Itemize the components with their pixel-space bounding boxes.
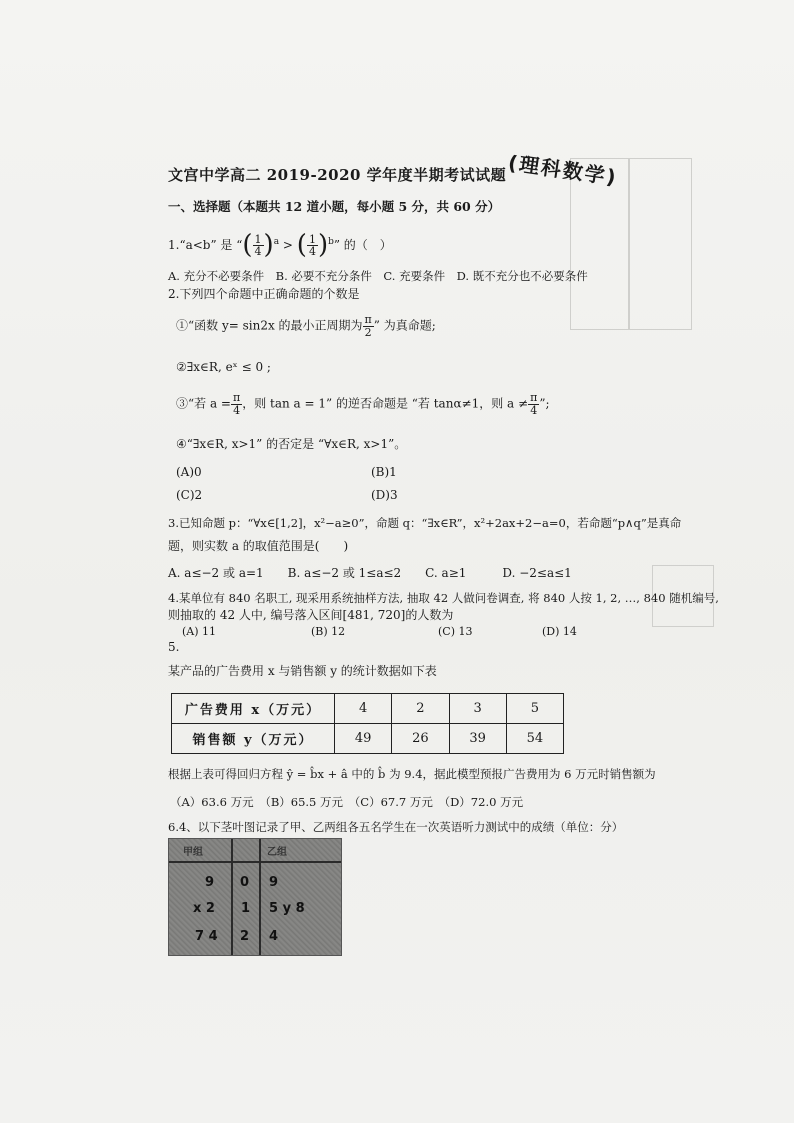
q1-greater-than: > (282, 238, 293, 253)
q1-exponent-b: b (328, 237, 334, 248)
table-row-header: 广告费用 x（万元） (172, 694, 335, 724)
q2-p3-middle: ，则 tan a = 1” 的逆否命题是 “若 tanα≠1，则 a ≠ (242, 396, 529, 411)
table-cell: 39 (449, 724, 506, 754)
fraction-denominator: 4 (254, 245, 262, 259)
stem-value: 1 (241, 901, 251, 916)
q4-option-d: (D) 14 (542, 625, 577, 638)
q2-option-b: (B)1 (371, 465, 397, 479)
exam-title: 文宫中学高二 2019-2020 学年度半期考试试题 (168, 166, 507, 184)
q1-prefix: 1.“a<b” 是 “ (168, 238, 243, 253)
table-row (172, 694, 564, 724)
table-cell: 54 (506, 724, 563, 754)
table-row-header: 销售额 y（万元） (172, 724, 335, 754)
question-5-number: 5. (168, 640, 180, 654)
q2-p1-suffix: ” 为真命题; (373, 318, 436, 333)
q1-exponent-a: a (273, 237, 280, 248)
q3-options: A. a≤−2 或 a=1 B. a≤−2 或 1≤a≤2 C. a≥1 D. −2≤a≤1 (168, 566, 572, 580)
question-6-text: 6.4、以下茎叶图记录了甲、乙两组各五名学生在一次英语听力测试中的成绩（单位：分） (168, 820, 624, 834)
q2-p1-fraction (363, 314, 374, 338)
leaf-right: 4 (269, 929, 279, 944)
q2-proposition-3 (176, 392, 550, 416)
stem-head-right: 乙组 (267, 847, 287, 858)
q1-fraction-a (253, 234, 264, 258)
fraction-numerator: π (364, 313, 372, 326)
leaf-left: x 2 (193, 901, 215, 916)
stem-value: 0 (240, 875, 250, 890)
table-cell: 26 (392, 724, 449, 754)
q2-proposition-4: ④“∃x∈R, x>1” 的否定是 “∀x∈R, x>1”。 (176, 437, 407, 451)
q4-option-b: (B) 12 (311, 625, 346, 638)
q2-p1-prefix: ①“函数 y= sin2x 的最小正周期为 (176, 318, 363, 333)
stem-value: 2 (240, 929, 250, 944)
fraction-denominator: 4 (308, 245, 316, 259)
question-4-line-2: 则抽取的 42 人中, 编号落入区间[481, 720]的人数为 (168, 608, 454, 622)
fraction-denominator: 4 (233, 403, 241, 417)
ad-sales-table (171, 693, 564, 754)
paren-open: ( (242, 230, 253, 260)
leaf-right: 5 y 8 (269, 901, 305, 916)
stem-divider-right (259, 839, 261, 955)
q2-p3-suffix: ”; (539, 396, 550, 411)
fraction-numerator: π (530, 391, 538, 404)
question-4-line-1: 4.某单位有 840 名职工, 现采用系统抽样方法, 抽取 42 人做问卷调查, 将 840 人按 1, 2, …, 840 随机编号, (168, 591, 719, 605)
q2-option-a: (A)0 (176, 465, 202, 479)
q1-fraction-b (307, 234, 318, 258)
leaf-right: 9 (269, 875, 279, 890)
stem-divider-left (231, 839, 233, 955)
leaf-left: 9 (205, 875, 215, 890)
fraction-numerator: 1 (308, 232, 316, 246)
q2-proposition-1 (176, 314, 436, 338)
fraction-denominator: 4 (530, 403, 538, 417)
q4-option-c: (C) 13 (438, 625, 473, 638)
q5-options: （A）63.6 万元 （B）65.5 万元 （C）67.7 万元 （D）72.0 万元 (170, 795, 524, 809)
stem-header-rule (169, 861, 341, 863)
question-3-line-1: 3.已知命题 p：“∀x∈[1,2]，x²−a≥0”，命题 q：“∃x∈R”，x²+2ax+2−a=0，若命题“p∧q”是真命 (168, 516, 682, 530)
stem-head-left: 甲组 (183, 847, 203, 858)
section-heading: 一、选择题（本题共 12 道小题，每小题 5 分，共 60 分） (168, 199, 501, 214)
q2-option-d: (D)3 (371, 488, 398, 502)
q2-p3-fraction-b (528, 392, 539, 416)
table-cell: 2 (392, 694, 449, 724)
question-2-stem: 2.下列四个命题中正确命题的个数是 (168, 287, 360, 301)
paren-close: ) (263, 230, 274, 260)
q2-p3-fraction-a (231, 392, 242, 416)
q2-p3-prefix: ③“若 a = (176, 396, 231, 411)
question-1 (168, 230, 392, 261)
q5-regression-text: 根据上表可得回归方程 ŷ = b̂x + â 中的 b̂ 为 9.4，据此模型预报广告费用为 6 万元时销售额为 (168, 767, 656, 781)
fraction-numerator: π (232, 391, 241, 404)
fraction-denominator: 2 (364, 325, 372, 339)
leaf-left: 7 4 (195, 929, 218, 944)
bleed-through-table-divider (628, 158, 630, 330)
table-row (172, 724, 564, 754)
q2-proposition-2: ②∃x∈R, eˣ ≤ 0 ; (176, 360, 271, 374)
q1-suffix: ” 的（ ） (333, 238, 392, 253)
paren-open: ( (296, 230, 307, 260)
q4-option-a: (A) 11 (182, 625, 217, 638)
table-cell: 3 (449, 694, 506, 724)
table-cell: 4 (335, 694, 392, 724)
fraction-numerator: 1 (254, 232, 262, 246)
question-5-intro: 某产品的广告费用 x 与销售额 y 的统计数据如下表 (168, 664, 437, 678)
table-cell: 49 (335, 724, 392, 754)
q1-options: A. 充分不必要条件 B. 必要不充分条件 C. 充要条件 D. 既不充分也不必要条件 (168, 269, 588, 283)
stem-leaf-plot-photo (168, 838, 342, 956)
handwritten-subject: (理科数学) (506, 150, 620, 190)
q2-option-c: (C)2 (176, 488, 203, 502)
paren-close: ) (317, 230, 329, 260)
question-3-line-2: 题，则实数 a 的取值范围是( ) (168, 539, 349, 553)
table-cell: 5 (506, 694, 563, 724)
